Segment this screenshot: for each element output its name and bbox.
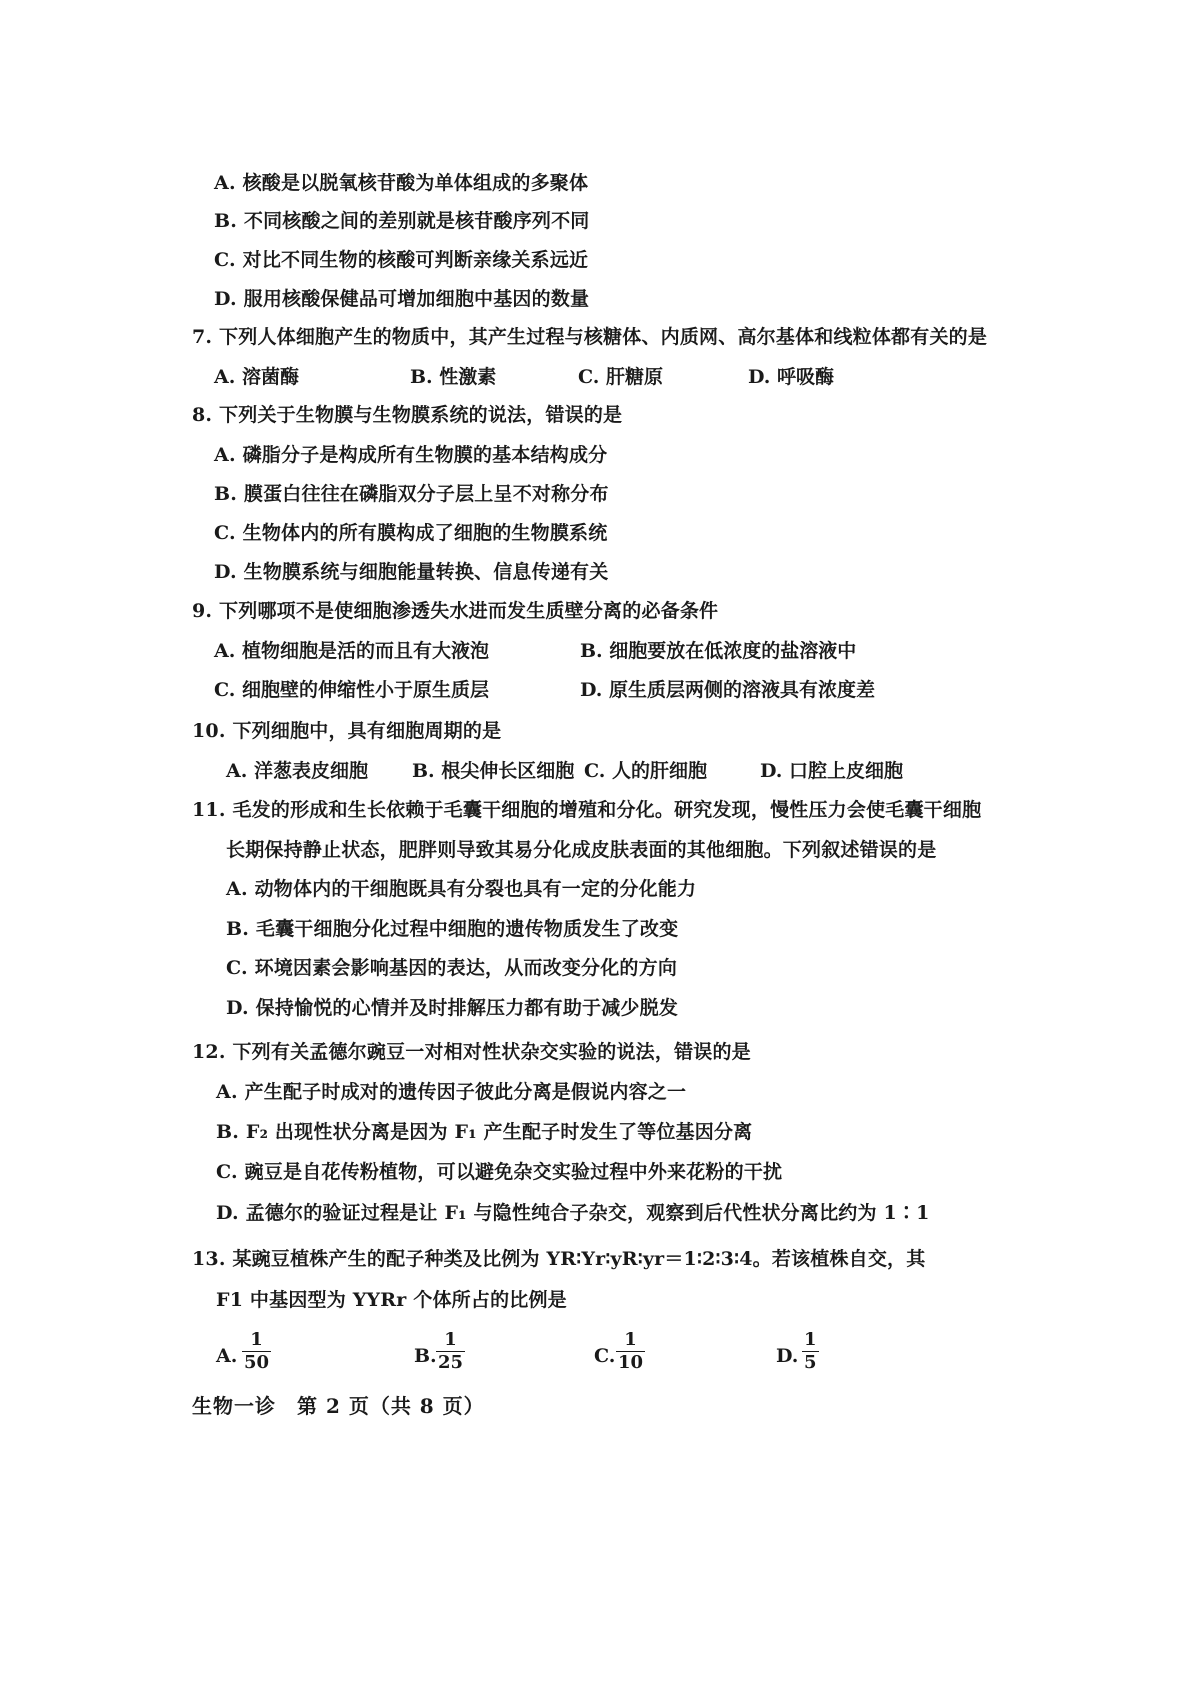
q13-option-a-numerator: 1 (250, 1329, 263, 1350)
q12-stem: 12. 下列有关孟德尔豌豆一对相对性状杂交实验的说法，错误的是 (192, 1041, 751, 1063)
q6-option-d: D. 服用核酸保健品可增加细胞中基因的数量 (214, 288, 590, 310)
q8-stem: 8. 下列关于生物膜与生物膜系统的说法，错误的是 (192, 404, 623, 426)
q9-stem: 9. 下列哪项不是使细胞渗透失水进而发生质壁分离的必备条件 (192, 600, 719, 622)
q8-option-c: C. 生物体内的所有膜构成了细胞的生物膜系统 (214, 522, 608, 544)
q13-option-b-label: B. (414, 1345, 437, 1367)
q7-option-b: B. 性激素 (410, 366, 497, 388)
q11-option-a: A. 动物体内的干细胞既具有分裂也具有一定的分化能力 (226, 878, 697, 900)
q9-option-b: B. 细胞要放在低浓度的盐溶液中 (580, 640, 857, 662)
q10-stem: 10. 下列细胞中，具有细胞周期的是 (192, 720, 502, 742)
q13-stem-line2: F1 中基因型为 YYRr 个体所占的比例是 (216, 1289, 567, 1311)
q10-option-b: B. 根尖伸长区细胞 (412, 760, 575, 782)
q7-option-d: D. 呼吸酶 (748, 366, 835, 388)
q7-option-a: A. 溶菌酶 (214, 366, 299, 388)
q11-stem-line1: 11. 毛发的形成和生长依赖于毛囊干细胞的增殖和分化。研究发现，慢性压力会使毛囊干细胞 (192, 799, 982, 821)
q13-option-b-denominator: 25 (438, 1352, 464, 1373)
q13-option-a-denominator: 50 (244, 1352, 270, 1373)
q6-option-c: C. 对比不同生物的核酸可判断亲缘关系远近 (214, 249, 589, 271)
q9-option-c: C. 细胞壁的伸缩性小于原生质层 (214, 679, 490, 701)
q9-option-a: A. 植物细胞是活的而且有大液泡 (214, 640, 489, 662)
q11-option-d: D. 保持愉悦的心情并及时排解压力都有助于减少脱发 (226, 997, 679, 1019)
q8-option-b: B. 膜蛋白往往在磷脂双分子层上呈不对称分布 (214, 483, 609, 505)
q13-option-a-label: A. (216, 1345, 238, 1367)
q13-option-a-fraction (242, 1330, 271, 1373)
q13-option-d-label: D. (776, 1345, 799, 1367)
q6-option-a: A. 核酸是以脱氧核苷酸为单体组成的多聚体 (214, 172, 589, 194)
page-footer: 生物一诊 第 2 页（共 8 页） (192, 1394, 485, 1418)
q10-option-d: D. 口腔上皮细胞 (760, 760, 904, 782)
q12-option-a: A. 产生配子时成对的遗传因子彼此分离是假说内容之一 (216, 1081, 687, 1103)
q9-option-d: D. 原生质层两侧的溶液具有浓度差 (580, 679, 876, 701)
q7-stem: 7. 下列人体细胞产生的物质中，其产生过程与核糖体、内质网、高尔基体和线粒体都有关的是 (192, 326, 988, 348)
q13-option-b-fraction (436, 1330, 465, 1373)
q8-option-d: D. 生物膜系统与细胞能量转换、信息传递有关 (214, 561, 609, 583)
q10-option-c: C. 人的肝细胞 (584, 760, 708, 782)
q13-option-b-numerator: 1 (444, 1329, 457, 1350)
q12-option-c: C. 豌豆是自花传粉植物，可以避免杂交实验过程中外来花粉的干扰 (216, 1161, 783, 1183)
q6-option-b: B. 不同核酸之间的差别就是核苷酸序列不同 (214, 210, 590, 232)
q11-option-c: C. 环境因素会影响基因的表达，从而改变分化的方向 (226, 957, 678, 979)
q11-stem-line2: 长期保持静止状态，肥胖则导致其易分化成皮肤表面的其他细胞。下列叙述错误的是 (226, 839, 937, 861)
q13-option-c-fraction (616, 1330, 645, 1373)
q7-option-c: C. 肝糖原 (578, 366, 664, 388)
q10-option-a: A. 洋葱表皮细胞 (226, 760, 368, 782)
q12-option-d: D. 孟德尔的验证过程是让 F₁ 与隐性纯合子杂交，观察到后代性状分离比约为 1∶1 (216, 1202, 930, 1224)
q13-option-d-numerator: 1 (804, 1329, 817, 1350)
q13-option-c-numerator: 1 (624, 1329, 637, 1350)
q13-option-d-denominator: 5 (804, 1352, 817, 1373)
q13-stem-line1: 13. 某豌豆植株产生的配子种类及比例为 YR∶Yr∶yR∶yr＝1∶2∶3∶4。若该植株自交，其 (192, 1248, 926, 1270)
q13-option-d-fraction (802, 1330, 819, 1373)
q12-option-b: B. F₂ 出现性状分离是因为 F₁ 产生配子时发生了等位基因分离 (216, 1121, 753, 1143)
q13-option-c-denominator: 10 (618, 1352, 644, 1373)
q8-option-a: A. 磷脂分子是构成所有生物膜的基本结构成分 (214, 444, 608, 466)
q13-option-c-label: C. (594, 1345, 616, 1367)
q11-option-b: B. 毛囊干细胞分化过程中细胞的遗传物质发生了改变 (226, 918, 679, 940)
